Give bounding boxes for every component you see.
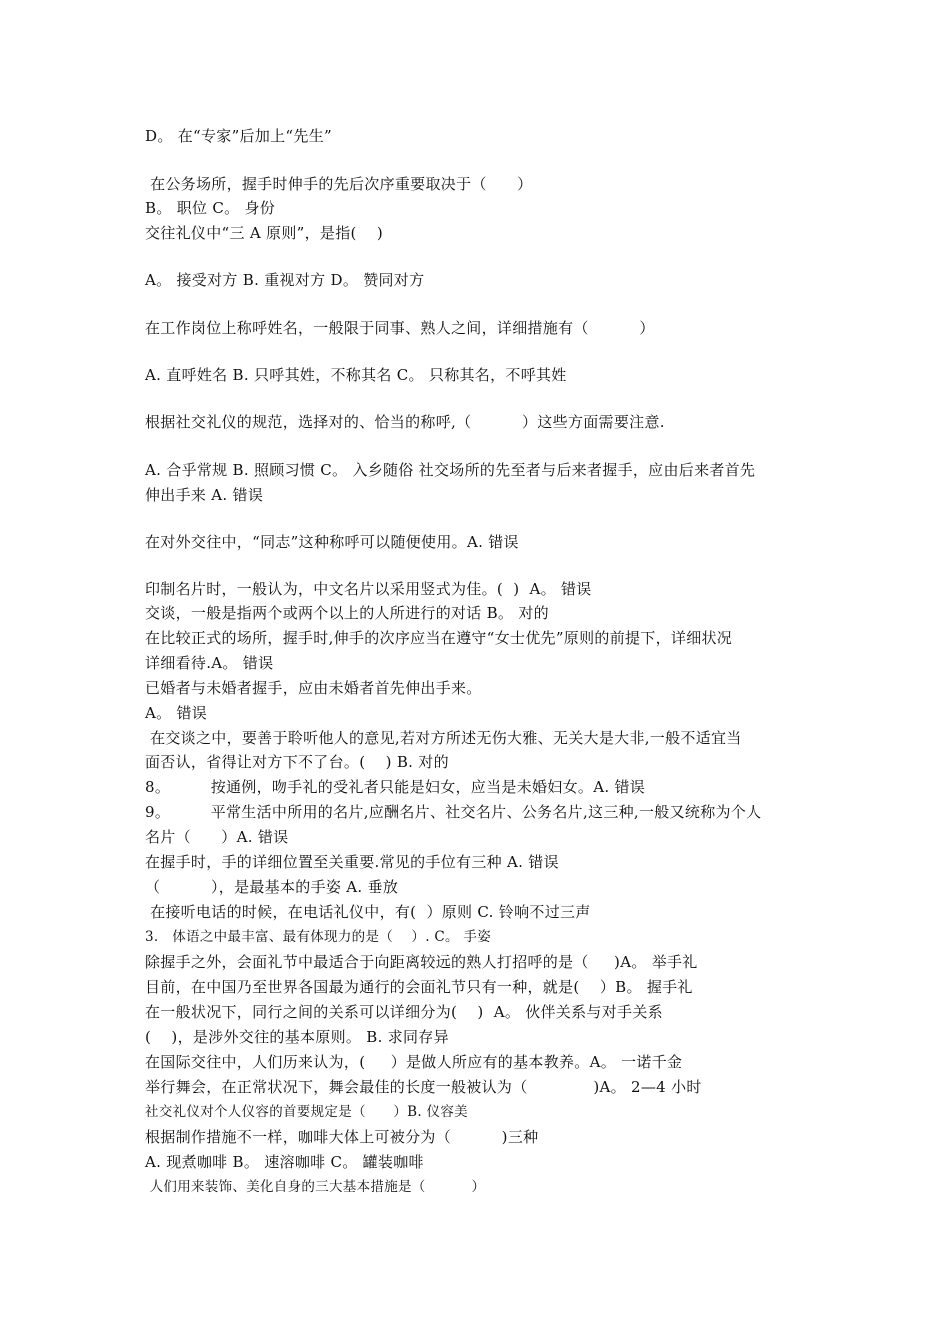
text-line: 社交礼仪对个人仪容的首要规定是（ ）B. 仪容美	[145, 1104, 468, 1120]
text-line: 在公务场所，握手时伸手的先后次序重要取决于（ ）	[145, 175, 533, 193]
text-line: 在交谈之中，要善于聆听他人的意见,若对方所述无伤大雅、无关大是大非,一般不适宜当	[145, 729, 742, 747]
text-line: B。 职位 C。 身份	[145, 199, 276, 217]
text-line: 在工作岗位上称呼姓名，一般限于同事、熟人之间，详细措施有（ ）	[145, 319, 655, 337]
text-line: 在对外交往中，“同志”这种称呼可以随便使用。A. 错误	[145, 533, 519, 551]
text-line: A。 错误	[145, 704, 208, 722]
text-line: 已婚者与未婚者握手，应由未婚者首先伸出手来。	[145, 679, 482, 697]
text-line: 人们用来装饰、美化自身的三大基本措施是（ ）	[145, 1179, 486, 1195]
text-line: 目前，在中国乃至世界各国最为通行的会面礼节只有一种，就是( ）B。 握手礼	[145, 978, 693, 996]
text-line: 交谈，一般是指两个或两个以上的人所进行的对话 B。 对的	[145, 604, 549, 622]
text-line: 根据社交礼仪的规范，选择对的、恰当的称呼,（ ）这些方面需要注意.	[145, 413, 665, 431]
text-line: A. 现煮咖啡 B。 速溶咖啡 C。 罐装咖啡	[145, 1153, 424, 1171]
text-line: 3. 体语之中最丰富、最有体现力的是（ ）. C。 手姿	[145, 929, 492, 945]
text-line: A. 合乎常规 B. 照顾习惯 C。 入乡随俗 社交场所的先至者与后来者握手，应由后来者首先	[145, 461, 756, 479]
text-line: 除握手之外，会面礼节中最适合于向距离较远的熟人打招呼的是（ )A。 举手礼	[145, 953, 698, 971]
text-line: A。 接受对方 B. 重视对方 D。 赞同对方	[145, 271, 425, 289]
text-line: 详细看待.A。 错误	[145, 654, 274, 672]
text-line: 交往礼仪中“三 A 原则”，是指( )	[145, 224, 384, 242]
text-line: 9。 平常生活中所用的名片,应酬名片、社交名片、公务名片,这三种,一般又统称为个人	[145, 803, 762, 821]
text-line: ( )，是涉外交往的基本原则。 B. 求同存异	[145, 1028, 449, 1046]
text-line: 名片（ ）A. 错误	[145, 828, 289, 846]
text-line: 伸出手来 A. 错误	[145, 486, 264, 504]
text-line: 在握手时，手的详细位置至关重要.常见的手位有三种 A. 错误	[145, 853, 559, 871]
text-line: 在国际交往中，人们历来认为，( ）是做人所应有的基本教养。A。 一诺千金	[145, 1053, 683, 1071]
text-line: A. 直呼姓名 B. 只呼其姓，不称其名 C。 只称其名，不呼其姓	[145, 366, 567, 384]
text-line: （ ），是最基本的手姿 A. 垂放	[145, 878, 399, 896]
text-line: 在一般状况下，同行之间的关系可以详细分为( ) A。 伙伴关系与对手关系	[145, 1003, 663, 1021]
text-line: 在接听电话的时候，在电话礼仪中，有( ）原则 C. 铃响不过三声	[145, 903, 591, 921]
text-line: 印制名片时，一般认为，中文名片以采用竖式为佳。( ) A。 错误	[145, 580, 592, 598]
text-line: 8。 按通例，吻手礼的受礼者只能是妇女，应当是未婚妇女。A. 错误	[145, 778, 646, 796]
text-line: 根据制作措施不一样，咖啡大体上可被分为（ )三种	[145, 1128, 539, 1146]
text-line: 在比较正式的场所，握手时,伸手的次序应当在遵守“女士优先”原则的前提下，详细状况	[145, 629, 733, 647]
text-line: 面否认，省得让对方下不了台。( ) B. 对的	[145, 753, 449, 771]
text-line: 举行舞会，在正常状况下，舞会最佳的长度一般被认为（ )A。 2—4 小时	[145, 1078, 702, 1096]
text-line: D。 在“专家”后加上“先生”	[145, 127, 332, 145]
